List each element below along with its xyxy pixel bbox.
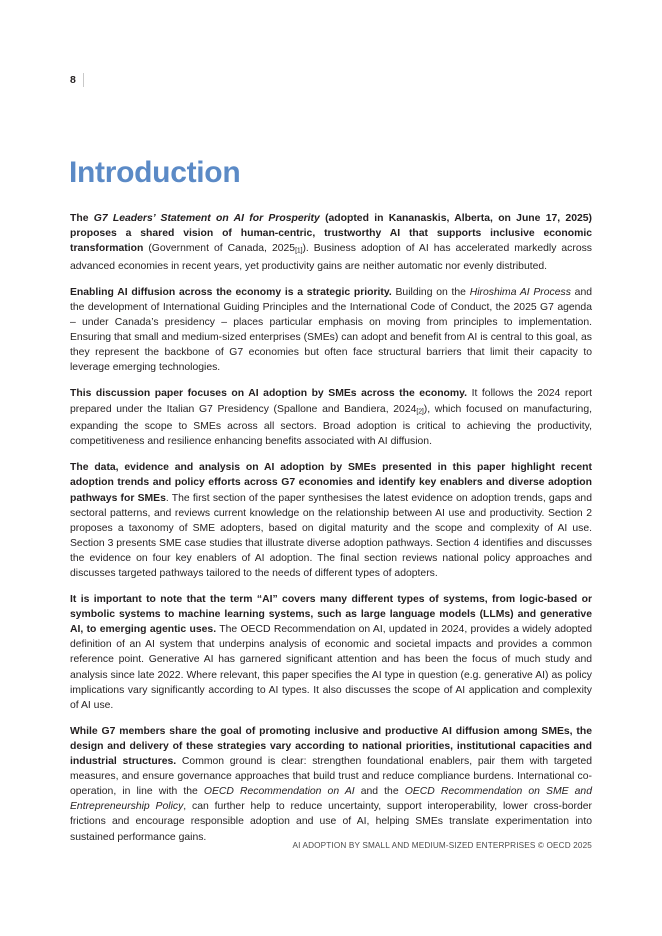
body-text: It follows the 2024 report prepared under the Italian G7 Presidency (Spallone and Bandiera, 2024 bbox=[70, 388, 593, 415]
lead-text: The bbox=[70, 213, 94, 224]
paragraph-lead: It is important to note that the term “AI” covers many different types of systems, from logic-based or symbolic systems to machine learning systems, such as large language models (LLMs) and generative AI, to emerging agentic uses. bbox=[70, 594, 592, 636]
hiroshima-process-title: Hiroshima AI Process bbox=[469, 286, 571, 298]
statement-title: G7 Leaders’ Statement on AI for Prosperity bbox=[93, 213, 320, 224]
body-text-column bbox=[70, 211, 592, 845]
body-text: The OECD Recommendation on AI, updated in 2024, provides a widely adopted definition of an AI system that underpins analysis of economic and societal impacts and provides a common reference point. Generative AI has garnered significant attention and has been the focus of much study and analysis since late 2022. Where relevant, this paper specifies the AI type in question (e.g. generative AI) as policy implications vary significantly according to AI types. It also discusses the scope of AI application and complexity of AI use. bbox=[70, 624, 592, 711]
body-text-cont: and the bbox=[354, 786, 405, 798]
citation-marker[interactable]: [1] bbox=[295, 247, 303, 255]
body-text: Building on the bbox=[391, 286, 470, 298]
paragraph-lead: While G7 members share the goal of promoting inclusive and productive AI diffusion among SMEs, the design and delivery of these strategies vary according to national priorities, institutional capacities and industrial structures. bbox=[70, 725, 592, 768]
body-text-cont: ). Business adoption of AI has accelerated markedly across advanced economies in recent years, yet productivity gains are neither automatic nor evenly distributed. bbox=[70, 243, 593, 272]
body-text: Common ground is clear: strengthen foundational enablers, pair them with targeted measures, and ensure governance approaches that build trust and reduce compliance burdens. International co-operation, in line with the bbox=[70, 756, 592, 798]
body-text: . The first section of the paper synthesises the latest evidence on adoption trends, gaps and sectoral patterns, and reviews current knowledge on the relationship between AI use and productivity. Section 2 proposes a taxonomy of SME adopters, based on digital maturity and the scope and complexity of AI use. Section 3 presents SME case studies that illustrate diverse adoption pathways. Section 4 identifies and discusses the evidence on four key enablers of AI adoption. The final section reviews national policy approaches and discusses targeted pathways tailored to the needs of different types of adopters. bbox=[70, 492, 592, 579]
oecd-recommendation-ai-title: OECD Recommendation on AI bbox=[203, 786, 355, 798]
paragraph-ai-diffusion bbox=[70, 285, 592, 376]
page-number: 8 bbox=[70, 73, 76, 86]
paragraph-discussion-paper bbox=[70, 386, 592, 449]
body-text-cont: and the development of International Guiding Principles and the International Code of Conduct, the 2025 G7 agenda – under Canada’s presidency – places particular emphasis on moving from principles to implementation. Ensuring that small and medium-sized enterprises (SMEs) can adopt and benefit from AI is central to this goal, as they represent the backbone of G7 economies but often face structural barriers that limit their capacity to leverage emerging technologies. bbox=[70, 286, 592, 374]
paragraph-g7-statement bbox=[70, 211, 592, 274]
page-title: Introduction bbox=[69, 156, 241, 190]
folio-divider bbox=[83, 73, 84, 87]
body-text: (Government of Canada, 2025 bbox=[143, 243, 296, 255]
paragraph-data-evidence bbox=[70, 460, 592, 581]
body-text-cont: ), which focused on manufacturing, expanding the scope to SMEs across all sectors. Broad adoption is critical to achieving the productivity, competitiveness and resilience enhancing benefits associated with AI diffusion. bbox=[70, 403, 592, 448]
body-text-end: , can further help to reduce uncertainty, support interoperability, lower cross-border frictions and encourage responsible adoption and use of AI, helping SMEs translate experimentation into sustained performance gains. bbox=[70, 801, 592, 843]
lead-text-cont: (adopted in Kananaskis, Alberta, on June 17, 2025) proposes a shared vision of human-centric, trustworthy AI that supports inclusive economic transformation bbox=[70, 213, 592, 255]
paragraph-ai-term bbox=[70, 592, 592, 713]
citation-marker[interactable]: [2] bbox=[416, 408, 424, 416]
paragraph-lead: The data, evidence and analysis on AI adoption by SMEs presented in this paper highlight recent adoption trends and policy efforts across G7 economies and identify key enablers and diverse adoption pathways for SMEs bbox=[70, 462, 592, 504]
oecd-recommendation-sme-title: OECD Recommendation on SME and Entrepreneurship Policy bbox=[70, 786, 592, 813]
page-footer: AI ADOPTION BY SMALL AND MEDIUM-SIZED ENTERPRISES © OECD 2025 bbox=[292, 841, 592, 850]
paragraph-lead: Enabling AI diffusion across the economy is a strategic priority. bbox=[70, 286, 392, 298]
paragraph-lead: This discussion paper focuses on AI adoption by SMEs across the economy. bbox=[70, 388, 468, 400]
running-head bbox=[70, 73, 84, 87]
paragraph-g7-members bbox=[70, 724, 592, 845]
